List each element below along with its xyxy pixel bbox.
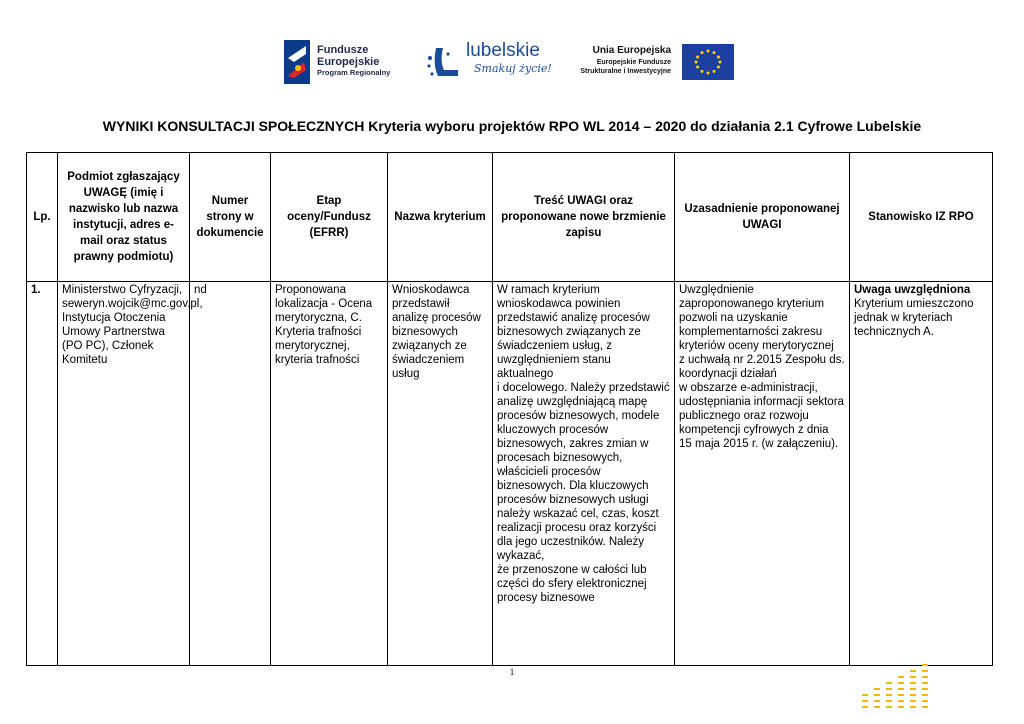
table-header-row bbox=[27, 153, 993, 282]
eu-logo bbox=[570, 44, 735, 84]
cell-lp: 1. bbox=[27, 282, 58, 666]
fe-text bbox=[317, 44, 390, 78]
fundusze-europejskie-logo bbox=[284, 40, 399, 86]
header-uzasadnienie: Uzasadnienie proponowanej UWAGI bbox=[675, 153, 850, 282]
eu-title: Unia Europejska bbox=[592, 45, 671, 56]
fe-line1: Fundusze bbox=[317, 44, 369, 56]
cell-etap: Proponowana lokalizacja - Ocena merytoryczna, C. Kryteria trafności merytorycznej, kryteria trafności bbox=[271, 282, 388, 666]
table-row bbox=[27, 282, 993, 666]
header-etap: Etap oceny/Fundusz (EFRR) bbox=[271, 153, 388, 282]
eu-sub1: Europejskie Fundusze bbox=[596, 59, 671, 66]
stanowisko-status: Uwaga uwzględniona bbox=[854, 284, 971, 296]
fe-line2: Europejskie bbox=[317, 56, 380, 68]
corner-ornament-icon bbox=[860, 664, 940, 714]
stanowisko-text: Kryterium umieszczono jednak w kryteriach technicznych A. bbox=[854, 298, 974, 338]
eu-flag-icon bbox=[682, 44, 734, 80]
consultation-table bbox=[26, 152, 993, 666]
logo-bar bbox=[0, 38, 1024, 88]
header-lp: Lp. bbox=[27, 153, 58, 282]
page-number: 1 bbox=[509, 667, 515, 677]
lubelskie-logo bbox=[426, 38, 552, 86]
document-title: WYNIKI KONSULTACJI SPOŁECZNYCH Kryteria wyboru projektów RPO WL 2014 – 2020 do działania 2.1 Cyfrowe Lubelskie bbox=[102, 118, 922, 134]
cell-tresc: W ramach kryterium wnioskodawca powinien przedstawić analizę procesów biznesowych związanych ze świadczeniem usług, z uwzględnieniem stanu aktualnego i docelowego. Należy przedstawić analizę uwzględniającą mapę procesów biznesowych, modele kluczowych procesów biznesowych, zakres zmian w procesach biznesowych, właścicieli procesów biznesowych. Dla kluczowych procesów biznesowych usługi należy wskazać cel, czas, koszt realizacji procesu oraz korzyści dla jego uczestników. Należy wykazać, że przenoszone w całości lub części do sfery elektronicznej procesy biznesowe bbox=[493, 282, 675, 666]
header-tresc: Treść UWAGI oraz proponowane nowe brzmienie zapisu bbox=[493, 153, 675, 282]
header-podmiot: Podmiot zgłaszający UWAGĘ (imię i nazwisko lub nazwa instytucji, adres e-mail oraz status prawny podmiotu) bbox=[58, 153, 190, 282]
eu-sub2: Strukturalne i Inwestycyjne bbox=[580, 68, 671, 75]
eu-text bbox=[580, 44, 671, 76]
cell-strona: nd bbox=[190, 282, 271, 666]
fe-flag-icon bbox=[284, 40, 310, 84]
lubelskie-name: lubelskie bbox=[466, 40, 540, 61]
lubelskie-emblem-icon bbox=[426, 44, 464, 82]
cell-kryterium: Wnioskodawca przedstawił analizę procesów biznesowych związanych ze świadczeniem usług bbox=[388, 282, 493, 666]
lubelskie-slogan: Smakuj życie! bbox=[474, 62, 552, 75]
header-kryterium: Nazwa kryterium bbox=[388, 153, 493, 282]
cell-podmiot: Ministerstwo Cyfryzacji, seweryn.wojcik@mc.gov.pl, Instytucja Otoczenia Umowy Partnerstwa (PO PC), Członek Komitetu bbox=[58, 282, 190, 666]
header-strona: Numer strony w dokumencie bbox=[190, 153, 271, 282]
fe-subtitle: Program Regionalny bbox=[317, 68, 391, 77]
cell-stanowisko bbox=[850, 282, 993, 666]
header-stanowisko: Stanowisko IZ RPO bbox=[850, 153, 993, 282]
cell-uzasadnienie: Uwzględnienie zaproponowanego kryterium pozwoli na uzyskanie komplementarności zakresu kryteriów oceny merytorycznej z uchwałą nr 2.2015 Zespołu ds. koordynacji działań w obszarze e-administracji, udostępniania informacji sektora publicznego oraz rozwoju kompetencji cyfrowych z dnia 15 maja 2015 r. (w załączeniu). bbox=[675, 282, 850, 666]
